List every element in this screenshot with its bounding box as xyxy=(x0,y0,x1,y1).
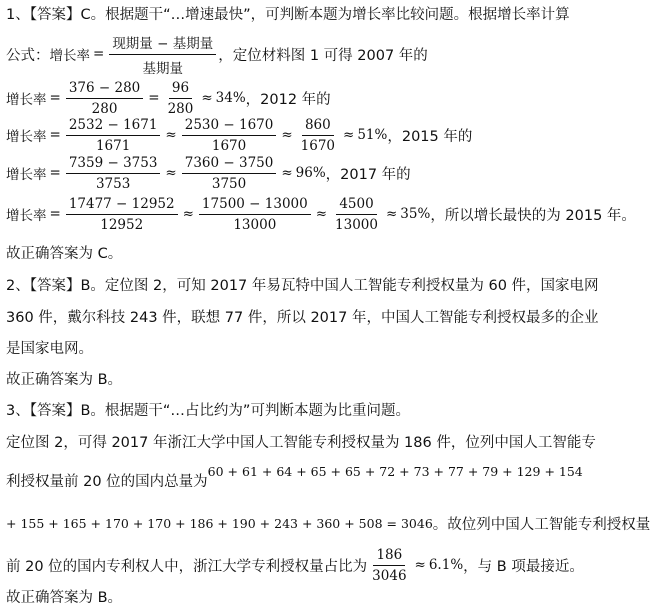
approx-sign: ≈ xyxy=(281,165,293,181)
q3-answer-line: 3、【答案】B。根据题干“…占比约为”可判断本题为比重问题。 xyxy=(6,403,410,419)
approx-sign: ≈ xyxy=(315,206,328,222)
q3-ratio-row xyxy=(6,543,584,587)
fraction-denominator: 3046 xyxy=(372,567,407,584)
q1-formula-row xyxy=(6,32,428,76)
fraction-denominator: 1670 xyxy=(300,137,336,154)
growth-rate-label: 增长率 xyxy=(6,129,47,145)
equals-sign: = xyxy=(49,90,61,106)
fraction xyxy=(369,547,409,584)
row-after-text: ，所以增长最快的为 2015 年。 xyxy=(430,207,636,224)
approx-sign: ≈ xyxy=(281,127,293,143)
result-value: 51% xyxy=(357,127,388,143)
formula-label: 公式： xyxy=(6,47,50,64)
q3-line2: 定位图 2，可得 2017 年浙江大学中国人工智能专利授权量为 186 件，位列中国人工智能专 xyxy=(6,435,596,451)
fraction-denominator: 13000 xyxy=(335,216,378,233)
q3-conclusion: 故正确答案为 B。 xyxy=(6,590,123,606)
fraction xyxy=(182,117,277,154)
q2-conclusion: 故正确答案为 B。 xyxy=(6,372,123,388)
fraction-denominator: 基期量 xyxy=(142,60,184,77)
fraction-denominator: 3750 xyxy=(211,175,247,192)
q3-sum-row2 xyxy=(6,503,650,543)
equals-sign: = xyxy=(49,206,61,222)
q2-line2: 360 件，戴尔科技 243 件，联想 77 件，所以 2017 年，中国人工智能专利授权最多的企业 xyxy=(6,310,599,326)
fraction-denominator: 3753 xyxy=(95,175,131,192)
fraction xyxy=(298,117,338,154)
q1-calc-2017 xyxy=(6,192,636,236)
fraction xyxy=(199,196,311,233)
sum-part1: 60 + 61 + 64 + 65 + 65 + 72 + 73 + 77 + 79 + 129 + 154 xyxy=(207,463,583,479)
approx-sign: ≈ xyxy=(385,206,398,222)
fraction-numerator: 17477 − 12952 xyxy=(66,196,178,215)
growth-rate-label: 增长率 xyxy=(6,92,47,108)
formula-after-text: ，定位材料图 1 可得 2007 年的 xyxy=(218,47,428,64)
fraction-denominator: 12952 xyxy=(100,216,144,233)
sum-part2: + 155 + 165 + 170 + 170 + 186 + 190 + 243 + 360 + 508 = 3046 xyxy=(6,515,433,531)
approx-sign: ≈ xyxy=(165,165,177,181)
q3-line3-text: 利授权量前 20 位的国内总量为 xyxy=(6,473,208,490)
fraction-numerator: 860 xyxy=(302,117,334,136)
after-sum-text: 。故位列中国人工智能专利授权量 xyxy=(432,516,650,533)
fraction-numerator: 7359 − 3753 xyxy=(66,155,161,174)
approx-sign: ≈ xyxy=(165,127,177,143)
growth-rate-label: 增长率 xyxy=(49,48,90,64)
q1-conclusion: 故正确答案为 C。 xyxy=(6,246,123,262)
fraction xyxy=(66,80,143,117)
approx-sign: ≈ xyxy=(414,557,426,573)
approx-sign: ≈ xyxy=(182,206,194,222)
fraction-denominator: 13000 xyxy=(233,216,277,233)
result-value: 6.1% xyxy=(428,557,464,573)
q2-answer-line: 2、【答案】B。定位图 2，可知 2017 年易瓦特中国人工智能专利授权量为 60 件，国家电网 xyxy=(6,278,599,294)
formula-fraction xyxy=(109,32,216,77)
equals-sign: = xyxy=(93,46,105,62)
fraction-denominator: 1670 xyxy=(211,137,247,154)
fraction-numerator: 186 xyxy=(373,547,405,566)
row-after-text: ，2015 年的 xyxy=(387,128,473,145)
fraction-numerator: 2532 − 1671 xyxy=(66,117,161,136)
growth-rate-label: 增长率 xyxy=(6,167,47,183)
fraction-denominator: 280 xyxy=(167,100,194,117)
result-value: 34% xyxy=(215,90,246,106)
result-value: 35% xyxy=(400,206,431,222)
row-after-text: ，2017 年的 xyxy=(325,166,411,183)
row-after-text: ，与 B 项最接近。 xyxy=(463,558,584,575)
fraction-numerator: 4500 xyxy=(336,196,376,215)
fraction-denominator: 280 xyxy=(91,100,118,117)
fraction-numerator: 现期量 − 基期量 xyxy=(109,32,216,55)
fraction-numerator: 376 − 280 xyxy=(66,80,143,99)
fraction xyxy=(66,155,161,192)
fraction xyxy=(332,196,381,233)
result-value: 96% xyxy=(295,165,326,181)
q1-answer-line: 1、【答案】C。根据题干“…增速最快”，可判断本题为增长率比较问题。根据增长率计算 xyxy=(6,7,570,23)
approx-sign: ≈ xyxy=(201,90,213,106)
equals-sign: = xyxy=(148,90,160,106)
fraction-numerator: 96 xyxy=(169,80,192,99)
fraction-denominator: 1671 xyxy=(95,137,131,154)
q1-calc-2015 xyxy=(6,151,411,195)
fraction-numerator: 2530 − 1670 xyxy=(182,117,277,136)
q2-line3: 是国家电网。 xyxy=(6,341,93,357)
fraction xyxy=(66,196,178,233)
fraction-numerator: 17500 − 13000 xyxy=(199,196,311,215)
ratio-lead-text: 前 20 位的国内专利权人中，浙江大学专利授权量占比为 xyxy=(6,558,368,575)
fraction xyxy=(165,80,197,117)
growth-rate-label: 增长率 xyxy=(6,208,47,224)
equals-sign: = xyxy=(49,165,61,181)
q3-sum-row1 xyxy=(6,460,583,500)
row-after-text: ，2012 年的 xyxy=(245,91,331,108)
equals-sign: = xyxy=(49,127,61,143)
fraction xyxy=(66,117,161,154)
approx-sign: ≈ xyxy=(343,127,355,143)
fraction-numerator: 7360 − 3750 xyxy=(182,155,277,174)
fraction xyxy=(182,155,277,192)
